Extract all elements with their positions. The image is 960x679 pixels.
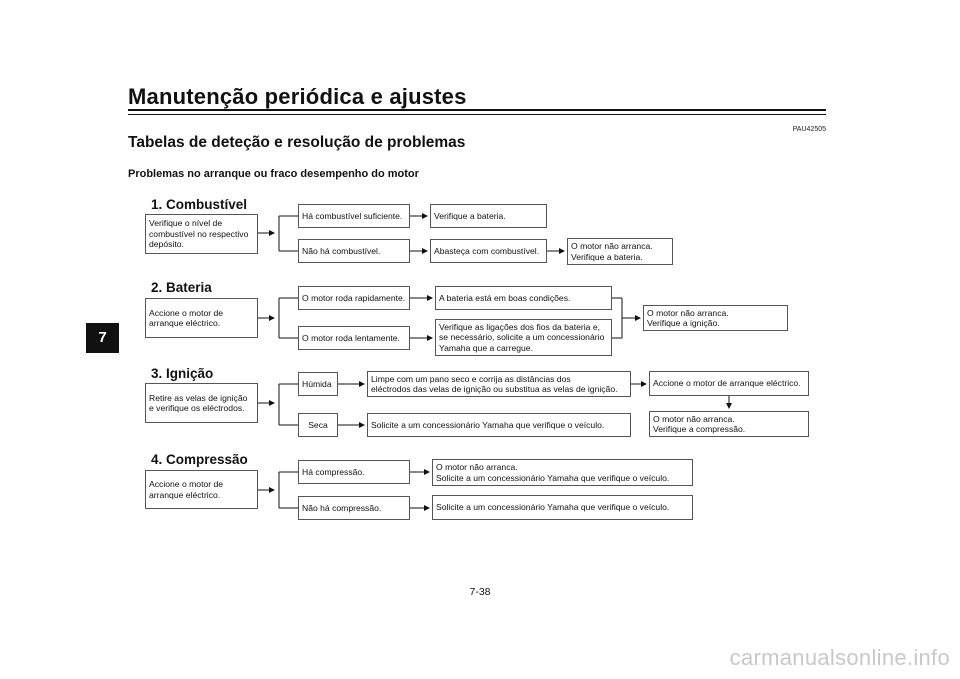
compression-dealer-box: Solicite a um concessionário Yamaha que verifique o veículo. [432,495,693,520]
ignition-heading: 3. Ignição [151,366,214,381]
refuel-box: Abasteça com combustível. [430,239,547,263]
fuel-heading: 1. Combustível [151,197,248,212]
fuel-sufficient-box: Há combustível suficiente. [298,204,410,228]
watermark: carmanualsonline.info [729,645,950,670]
ignition-result-box: O motor não arranca. Verifique a compressão. [649,411,809,437]
check-battery-wires-box: Verifique as ligações dos fios da bateria e, se necessário, solicite a um concessionário Yamaha que a carregue. [435,319,612,356]
page-number: 7-38 [469,586,491,598]
ignition-dealer-box: Solicite a um concessionário Yamaha que verifique o veículo. [367,413,631,437]
reference-code: PAU42505 [792,126,826,133]
page-title: Manutenção periódica e ajustes [128,84,467,109]
check-battery-box: Verifique a bateria. [430,204,547,228]
wet-box: Húmida [298,372,338,396]
chapter-tab: 7 [86,323,119,353]
section-title: Tabelas de deteção e resolução de problemas [128,134,466,151]
ignition-start-again-box: Accione o motor de arranque eléctrico. [649,371,809,396]
clean-plugs-box: Limpe com um pano seco e corrija as distâncias dos eléctrodos das velas de ignição ou substitua as velas de ignição. [367,371,631,397]
subsection-title: Problemas no arranque ou fraco desempenho do motor [128,168,419,180]
no-compression-box: Não há compressão. [298,496,410,520]
turns-slow-box: O motor roda lentamente. [298,326,410,350]
battery-good-box: A bateria está em boas condições. [435,286,612,310]
ignition-start-box: Retire as velas de ignição e verifique os eléctrodos. [145,383,258,423]
no-fuel-box: Não há combustível. [298,239,410,263]
battery-result-box: O motor não arranca. Verifique a ignição. [643,305,788,331]
compression-heading: 4. Compressão [151,452,248,467]
fuel-start-box: Verifique o nível de combustível no respectivo depósito. [145,214,258,254]
turns-fast-box: O motor roda rapidamente. [298,286,410,310]
battery-heading: 2. Bateria [151,280,212,295]
fuel-result-box: O motor não arranca. Verifique a bateria. [567,238,673,265]
battery-start-box: Accione o motor de arranque eléctrico. [145,298,258,338]
dry-box: Seca [298,413,338,437]
compression-start-box: Accione o motor de arranque eléctrico. [145,470,258,509]
compression-yes-result-box: O motor não arranca. Solicite a um concessionário Yamaha que verifique o veículo. [432,459,693,486]
has-compression-box: Há compressão. [298,460,410,484]
